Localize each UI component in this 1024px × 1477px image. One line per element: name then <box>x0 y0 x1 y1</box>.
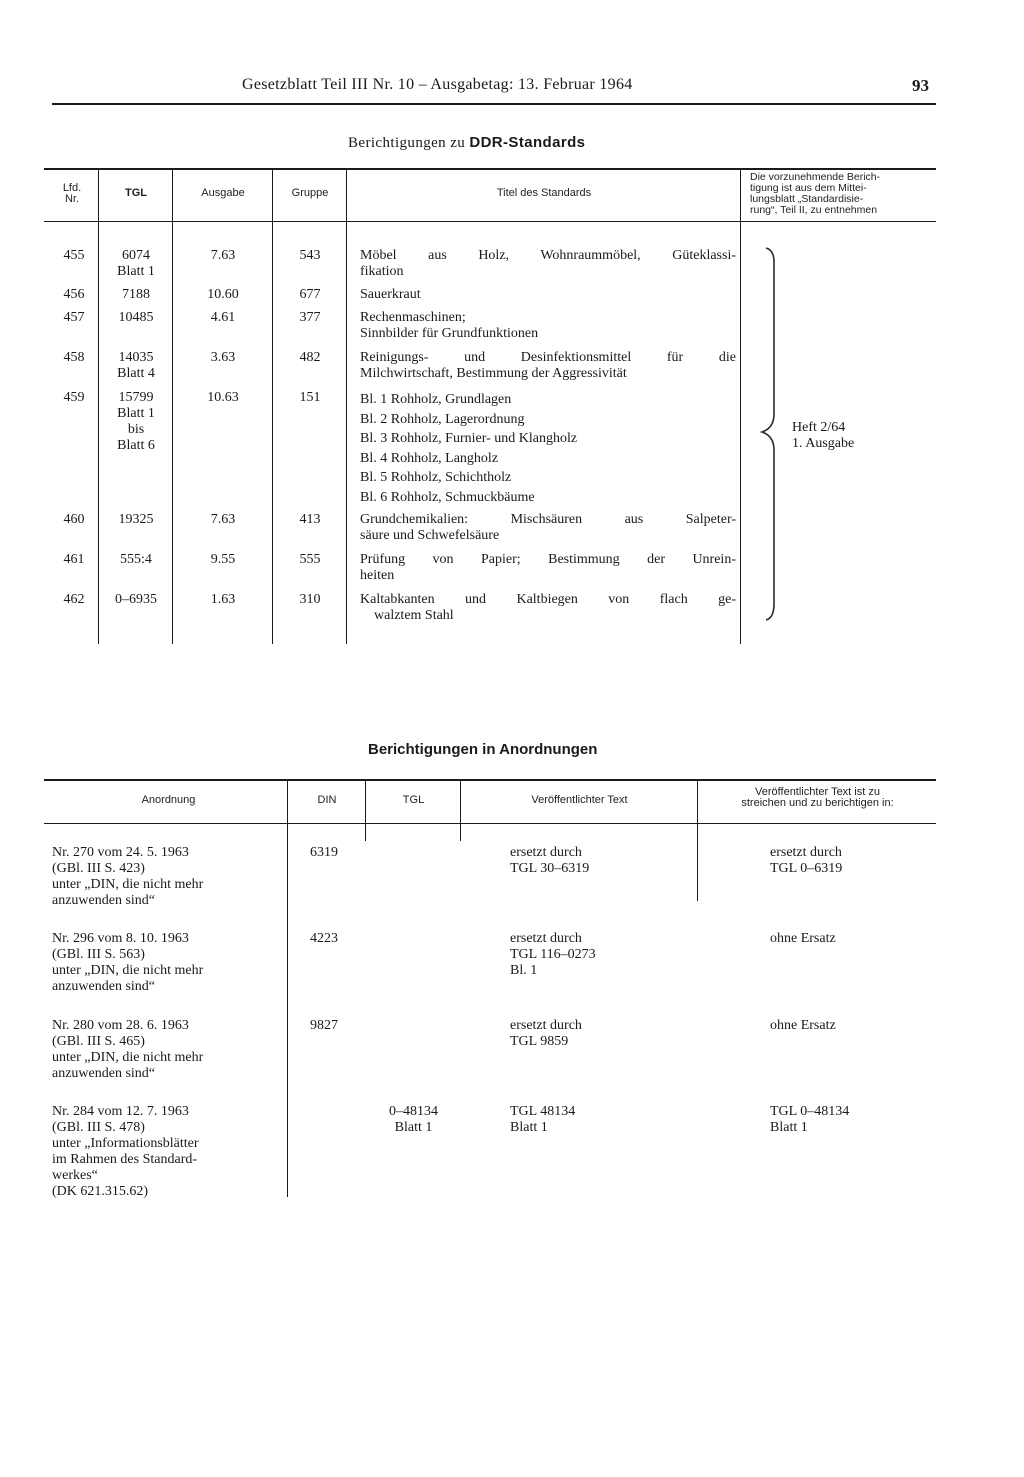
row-tgl: 10485 <box>118 310 154 325</box>
col-header-din: DIN <box>317 794 337 806</box>
row-titel: Möbel aus Holz, Wohnraummöbel, Güteklassi- fikation <box>360 248 736 279</box>
row-nr: 461 <box>63 552 85 567</box>
row-ausgabe: 9.55 <box>210 552 236 567</box>
col-header-titel: Titel des Standards <box>496 187 592 199</box>
row-tgl: 7188 <box>122 287 150 302</box>
col-header-tgl: TGL <box>402 794 425 806</box>
row-nr: 460 <box>63 512 85 527</box>
row-gruppe: 482 <box>299 350 321 365</box>
row-anordnung: Nr. 296 vom 8. 10. 1963 (GBl. III S. 563) unter „DIN, die nicht mehr anzuwenden sind“ <box>52 931 204 994</box>
row-tgl: 19325 <box>118 512 154 527</box>
row-anordnung: Nr. 270 vom 24. 5. 1963 (GBl. III S. 423) unter „DIN, die nicht mehr anzuwenden sind“ <box>52 845 204 908</box>
row-text: ersetzt durch TGL 116–0273 Bl. 1 <box>510 931 596 978</box>
row-titel: Bl. 1 Rohholz, Grundlagen Bl. 2 Rohholz, Lagerordnung Bl. 3 Rohholz, Furnier- und Klangholz Bl. 4 Rohholz, Langholz Bl. 5 Rohholz, Schichtholz Bl. 6 Rohholz, Schmuckbäume <box>360 392 578 505</box>
row-nr: 457 <box>63 310 85 325</box>
row-korrektur: TGL 0–48134 Blatt 1 <box>770 1104 850 1135</box>
curly-brace-icon <box>758 244 788 624</box>
col-header-text: Veröffentlichter Text <box>531 794 628 806</box>
row-din: 9827 <box>310 1018 338 1033</box>
row-tgl: 6074 Blatt 1 <box>117 248 155 279</box>
row-gruppe: 310 <box>299 592 321 607</box>
row-titel: Reinigungs- und Desinfektionsmittel für die Milchwirtschaft, Bestimmung der Aggressivität <box>360 350 736 381</box>
row-gruppe: 413 <box>299 512 321 527</box>
page-header: Gesetzblatt Teil III Nr. 10 – Ausgabetag: 13. Februar 1964 <box>242 76 633 93</box>
section1-title-bold: DDR-Standards <box>469 134 586 151</box>
section1-title <box>348 134 585 152</box>
row-ausgabe: 10.60 <box>207 287 239 302</box>
row-ausgabe: 7.63 <box>210 248 236 263</box>
header-rule <box>52 103 936 105</box>
row-anordnung: Nr. 280 vom 28. 6. 1963 (GBl. III S. 465) unter „DIN, die nicht mehr anzuwenden sind“ <box>52 1018 204 1081</box>
col-header-korrektur: Veröffentlichter Text ist zu streichen und zu berichtigen in: <box>741 786 894 809</box>
row-nr: 459 <box>63 390 85 405</box>
row-tgl: 555:4 <box>120 552 152 567</box>
row-titel: Rechenmaschinen; Sinnbilder für Grundfunktionen <box>360 310 539 341</box>
row-nr: 456 <box>63 287 85 302</box>
row-korrektur: ersetzt durch TGL 0–6319 <box>770 845 843 876</box>
col-header-tgl: TGL <box>125 187 147 199</box>
row-titel: Kaltabkanten und Kaltbiegen von flach ge- walztem Stahl <box>360 592 736 623</box>
row-nr: 458 <box>63 350 85 365</box>
row-ausgabe: 4.61 <box>210 310 236 325</box>
section1-title-prefix: Berichtigungen zu <box>348 135 466 151</box>
row-tgl: 15799 Blatt 1 bis Blatt 6 <box>117 390 155 453</box>
row-gruppe: 555 <box>299 552 321 567</box>
col-header-gruppe: Gruppe <box>291 187 329 199</box>
col-header-ausgabe: Ausgabe <box>201 187 245 199</box>
row-gruppe: 151 <box>299 390 321 405</box>
row-korrektur: ohne Ersatz <box>770 1018 836 1033</box>
row-titel: Grundchemikalien: Mischsäuren aus Salpeter- säure und Schwefelsäure <box>360 512 736 543</box>
col-header-lfd: Lfd. Nr. <box>62 182 82 205</box>
row-nr: 462 <box>63 592 85 607</box>
row-tgl: 0–48134 Blatt 1 <box>389 1104 438 1135</box>
row-text: ersetzt durch TGL 30–6319 <box>510 845 590 876</box>
row-text: ersetzt durch TGL 9859 <box>510 1018 582 1049</box>
row-tgl: 0–6935 <box>115 592 157 607</box>
page-number: 93 <box>912 76 929 95</box>
row-korrektur: ohne Ersatz <box>770 931 836 946</box>
col-header-note: Die vorzunehmende Berich- tigung ist aus dem Mittei- lungsblatt „Standardisie- rung“, Teil II, zu entnehmen <box>750 171 881 216</box>
row-ausgabe: 3.63 <box>210 350 236 365</box>
row-din: 6319 <box>310 845 338 860</box>
row-anordnung: Nr. 284 vom 12. 7. 1963 (GBl. III S. 478) unter „Informationsblätter im Rahmen des Standard- werkes“ (DK 621.315.62) <box>52 1104 199 1199</box>
note-value: Heft 2/64 1. Ausgabe <box>792 420 855 451</box>
row-gruppe: 377 <box>299 310 321 325</box>
row-tgl: 14035 Blatt 4 <box>117 350 155 381</box>
row-din: 4223 <box>310 931 338 946</box>
row-gruppe: 543 <box>299 248 321 263</box>
row-gruppe: 677 <box>299 287 321 302</box>
row-titel: Sauerkraut <box>360 287 421 302</box>
row-ausgabe: 7.63 <box>210 512 236 527</box>
row-ausgabe: 1.63 <box>210 592 236 607</box>
col-header-anordnung: Anordnung <box>141 794 196 806</box>
section2-title: Berichtigungen in Anordnungen <box>368 741 598 758</box>
row-text: TGL 48134 Blatt 1 <box>510 1104 576 1135</box>
row-nr: 455 <box>63 248 85 263</box>
row-ausgabe: 10.63 <box>207 390 239 405</box>
row-titel: Prüfung von Papier; Bestimmung der Unrein- heiten <box>360 552 736 583</box>
